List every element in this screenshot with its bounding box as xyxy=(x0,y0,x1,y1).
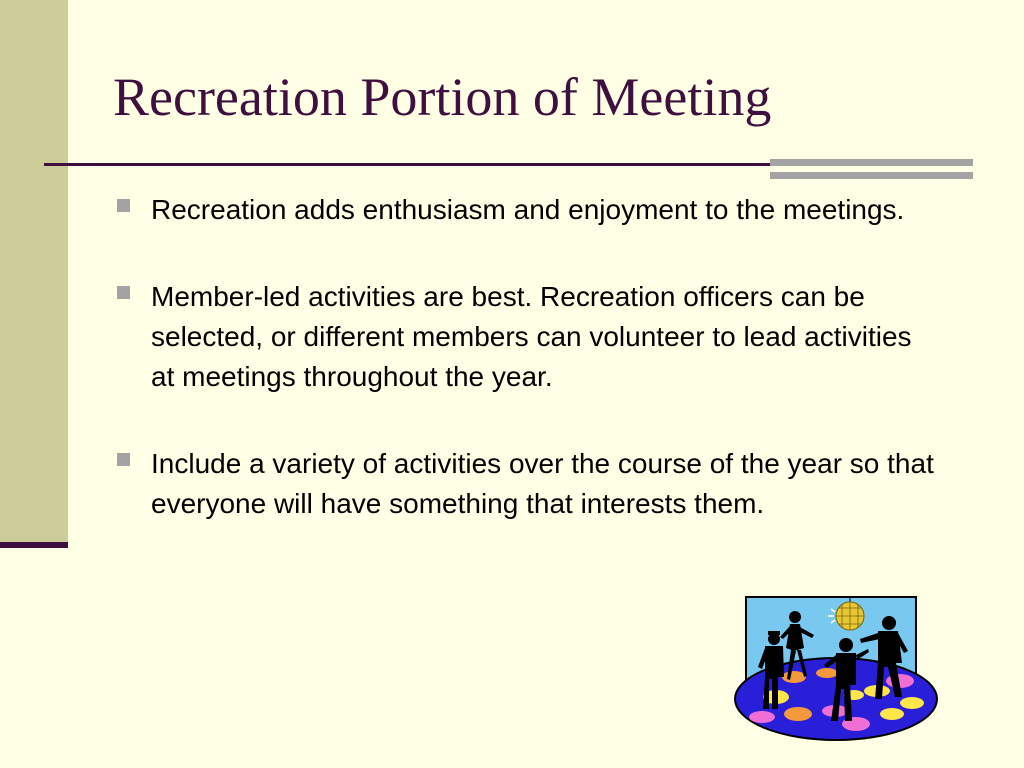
bullet-item xyxy=(116,190,936,230)
bullet-text: Recreation adds enthusiasm and enjoyment to the meetings. xyxy=(151,194,905,225)
dancing-party-icon xyxy=(732,593,940,743)
left-bar-accent xyxy=(0,542,68,548)
bullet-square-icon xyxy=(117,199,130,212)
divider-accent-bar-top xyxy=(770,159,973,166)
bullet-text: Include a variety of activities over the course of the year so that everyone will have something that interests them. xyxy=(151,448,934,519)
bullet-item xyxy=(116,277,936,397)
bullet-item xyxy=(116,444,936,524)
bullet-square-icon xyxy=(117,453,130,466)
bullet-text: Member-led activities are best. Recreation officers can be selected, or different members can volunteer to lead activities at meetings throughout the year. xyxy=(151,281,912,392)
slide-title: Recreation Portion of Meeting xyxy=(113,67,772,127)
divider-accent-bar-bottom xyxy=(770,172,973,179)
bullet-list xyxy=(116,190,936,571)
left-decorative-bar xyxy=(0,0,68,542)
bullet-square-icon xyxy=(117,286,130,299)
title-divider xyxy=(44,163,770,166)
